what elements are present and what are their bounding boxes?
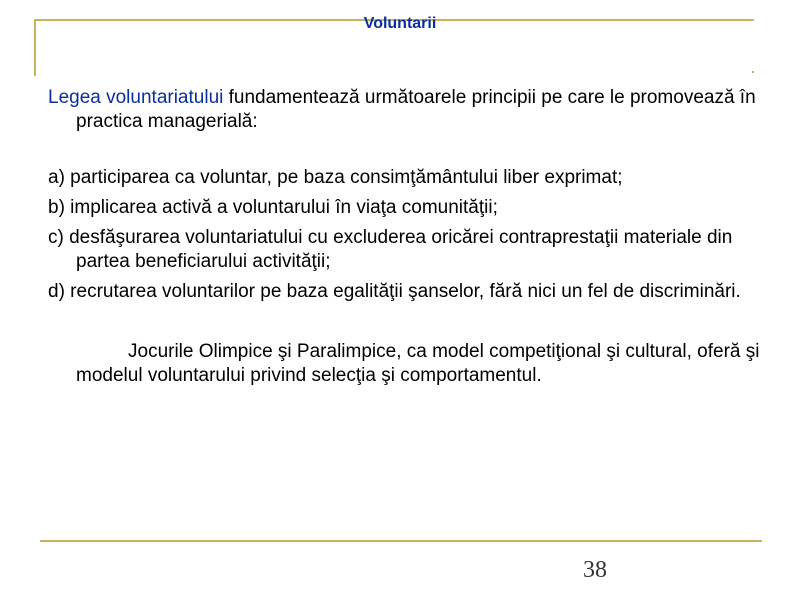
slide-content [48, 86, 778, 388]
slide-title: Voluntarii [363, 15, 437, 32]
page-number: 38 [583, 557, 607, 583]
principle-b: b) implicarea activă a voluntarului în viaţa comunităţii; [48, 197, 498, 218]
footer-rule [40, 540, 762, 542]
title-frame-corner-dot [752, 71, 754, 73]
principle-a: a) participarea ca voluntar, pe baza consimţământului liber exprimat; [48, 167, 623, 188]
spacer [48, 134, 778, 166]
olympics-note: Jocurile Olimpice şi Paralimpice, ca model competiţional şi cultural, oferă şi modelul voluntarului privind selecţia şi comportamentul. [76, 341, 760, 386]
intro-highlight: Legea voluntariatului [48, 87, 224, 108]
principle-c: c) desfăşurarea voluntariatului cu excluderea oricărei contraprestaţii materiale din partea beneficiarului activităţii; [48, 227, 733, 272]
intro-text: fundamentează următoarele principii pe care le promovează în practica managerială: [76, 87, 756, 132]
intro-paragraph [48, 86, 778, 134]
spacer [48, 304, 778, 340]
principle-d: d) recrutarea voluntarilor pe baza egalităţii şanselor, fără nici un fel de discriminări. [48, 281, 741, 302]
